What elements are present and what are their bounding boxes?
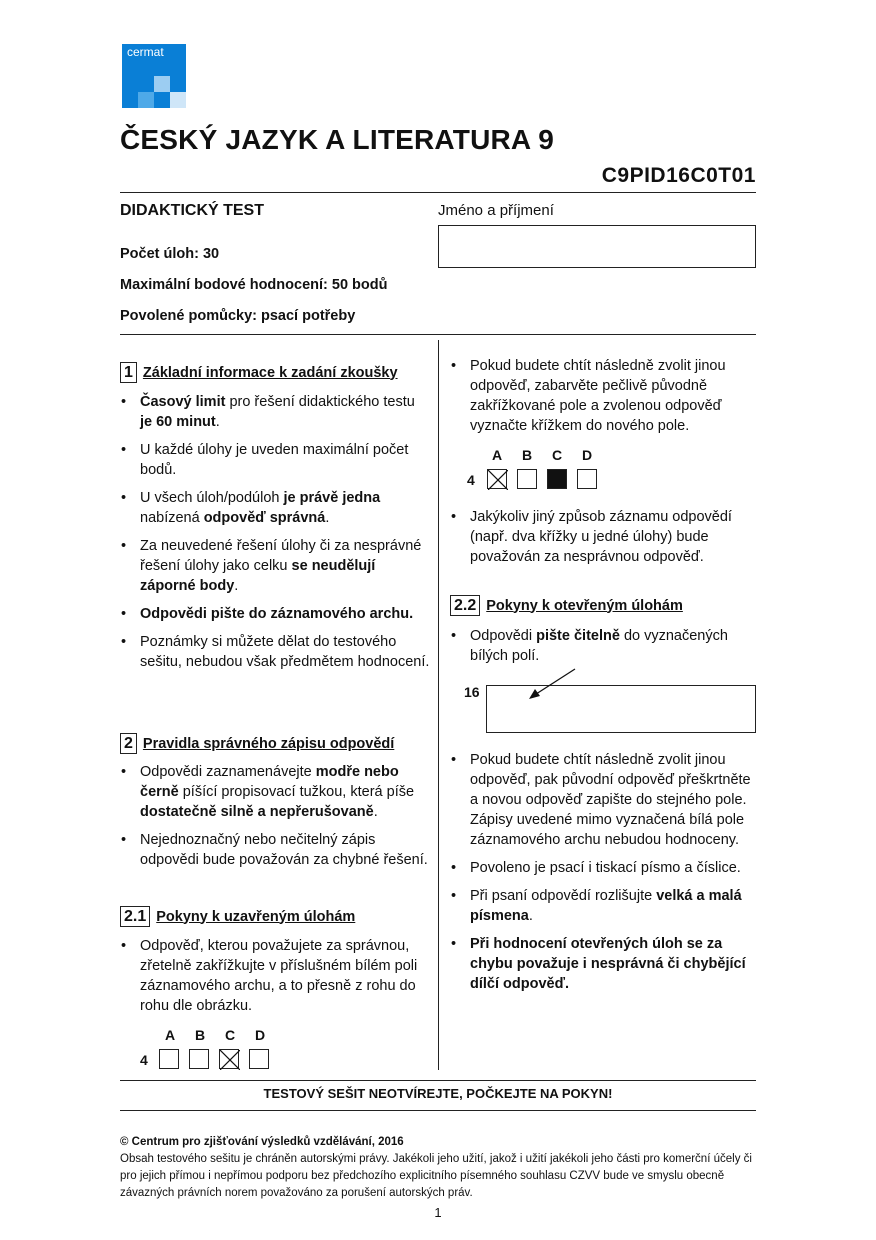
list-item: • U každé úlohy je uveden maximální počet bodů. bbox=[120, 440, 430, 480]
section-title: Základní informace k zadání zkoušky bbox=[142, 364, 398, 381]
example-row-number: 4 bbox=[140, 1052, 148, 1068]
header-divider bbox=[120, 192, 756, 193]
list-item: • Při psaní odpovědí rozlišujte velká a malá písmena. bbox=[450, 886, 760, 926]
copyright-heading: © Centrum pro zjišťování výsledků vzdělávání, 2016 bbox=[120, 1136, 404, 1148]
copyright-text: Obsah testového sešitu je chráněn autorskými právy. Jakékoli jeho užití, jakož i užití jakékoli jeho části pro komerční účely či pro jejich přímou i nepřímou podporu bez předchozího explicitního písemného souhlasu CZVV bude ve smyslu obecně závazných právních norem považováno za porušení autorských práv. bbox=[120, 1153, 752, 1199]
answer-box-d bbox=[577, 469, 597, 489]
task-count: Počet úloh: 30 bbox=[120, 246, 220, 262]
section-title: Pokyny k otevřeným úlohám bbox=[486, 597, 683, 614]
option-letter: C bbox=[551, 447, 563, 463]
section-number: 1 bbox=[120, 362, 137, 383]
option-letter: D bbox=[254, 1027, 266, 1043]
list-item: • Odpovědi pište čitelně do vyznačených bílých polí. bbox=[450, 626, 760, 666]
section-2-2-list bbox=[450, 750, 760, 1002]
section-1-list bbox=[120, 392, 430, 680]
test-type: DIDAKTICKÝ TEST bbox=[120, 202, 264, 219]
page-title: ČESKÝ JAZYK A LITERATURA 9 bbox=[120, 124, 555, 155]
list-item: • Časový limit pro řešení didaktického testu je 60 minut. bbox=[120, 392, 430, 432]
list-item: • Za neuvedené řešení úlohy či za nesprávné řešení úlohy jako celku se neudělují záporné body. bbox=[120, 536, 430, 596]
option-letter: B bbox=[521, 447, 533, 463]
list-item: • Odpovědi zaznamenávejte modře nebo černě píšící propisovací tužkou, která píše dostatečně silně a nepřerušovaně. bbox=[120, 762, 432, 822]
option-letter: B bbox=[194, 1027, 206, 1043]
right-column-list-top bbox=[450, 356, 760, 444]
list-item: • Nejednoznačný nebo nečitelný zápis odpovědi bude považován za chybné řešení. bbox=[120, 830, 432, 870]
list-item: • Pokud budete chtít následně zvolit jinou odpověď, pak původní odpověď přeškrtněte a novou odpověď zapište do stejného pole. Zápisy uvedené mimo vyznačená bílá pole záznamového archu nebudou hodnoceny. bbox=[450, 750, 760, 850]
example-row-number: 4 bbox=[467, 472, 475, 488]
answer-box-a-crossed bbox=[487, 469, 507, 489]
answer-label: 16 bbox=[464, 684, 480, 700]
arrow-icon bbox=[525, 666, 580, 702]
answer-box-d bbox=[249, 1049, 269, 1069]
allowed-aids: Povolené pomůcky: psací potřeby bbox=[120, 308, 356, 324]
logo-text: cermat bbox=[127, 45, 164, 59]
name-field[interactable] bbox=[438, 225, 756, 268]
cross-mark-icon bbox=[488, 470, 508, 490]
section-2-1-heading bbox=[120, 906, 355, 927]
column-divider bbox=[438, 340, 439, 1070]
option-letter: A bbox=[164, 1027, 176, 1043]
option-letter: C bbox=[224, 1027, 236, 1043]
section-number: 2.1 bbox=[120, 906, 150, 927]
section-title: Pokyny k uzavřeným úlohám bbox=[156, 908, 356, 925]
name-label: Jméno a příjmení bbox=[438, 202, 554, 219]
list-item: • Odpovědi pište do záznamového archu. bbox=[120, 604, 430, 624]
copyright-block bbox=[120, 1134, 760, 1202]
section-1-heading bbox=[120, 362, 398, 383]
answer-box-b bbox=[517, 469, 537, 489]
section-2-list bbox=[120, 762, 432, 878]
section-title: Pravidla správného zápisu odpovědí bbox=[142, 735, 395, 752]
meta-divider bbox=[120, 334, 756, 335]
answer-box-c-crossed bbox=[219, 1049, 239, 1069]
option-letter: D bbox=[581, 447, 593, 463]
notice-bottom-divider bbox=[120, 1110, 756, 1111]
section-2-2-list-top bbox=[450, 626, 760, 674]
test-code: C9PID16C0T01 bbox=[601, 164, 756, 187]
cermat-logo bbox=[122, 44, 186, 108]
notice-text: TESTOVÝ SEŠIT NEOTVÍREJTE, POČKEJTE NA POKYN! bbox=[263, 1086, 613, 1101]
list-item: • Při hodnocení otevřených úloh se za chybu považuje i nesprávná či chybějící dílčí odpověď. bbox=[450, 934, 760, 994]
section-number: 2 bbox=[120, 733, 137, 754]
list-item: • U všech úloh/podúloh je právě jedna nabízená odpověď správná. bbox=[120, 488, 430, 528]
list-item: • Pokud budete chtít následně zvolit jinou odpověď, zabarvěte pečlivě původně zakřížkované pole a zvolenou odpověď vyznačte křížkem do nového pole. bbox=[450, 356, 760, 436]
section-2-heading bbox=[120, 733, 394, 754]
answer-box-a bbox=[159, 1049, 179, 1069]
section-2-2-heading bbox=[450, 595, 683, 616]
answer-box-c-filled bbox=[547, 469, 567, 489]
option-letter: A bbox=[491, 447, 503, 463]
list-item: • Poznámky si můžete dělat do testového sešitu, nebudou však předmětem hodnocení. bbox=[120, 632, 430, 672]
list-item: • Jakýkoliv jiný způsob záznamu odpovědí (např. dva křížky u jedné úlohy) bude považován za nesprávnou odpověď. bbox=[450, 507, 760, 567]
section-number: 2.2 bbox=[450, 595, 480, 616]
answer-box-b bbox=[189, 1049, 209, 1069]
cross-mark-icon bbox=[220, 1050, 240, 1070]
notice-top-divider bbox=[120, 1080, 756, 1081]
right-column-list-mid bbox=[450, 507, 760, 575]
max-points: Maximální bodové hodnocení: 50 bodů bbox=[120, 277, 388, 293]
section-2-1-list bbox=[120, 936, 432, 1024]
page-number: 1 bbox=[434, 1205, 442, 1220]
list-item: • Odpověď, kterou považujete za správnou, zřetelně zakřížkujte v příslušném bílém poli záznamového archu, a to přesně z rohu do rohu dle obrázku. bbox=[120, 936, 432, 1016]
list-item: • Povoleno je psací i tiskací písmo a číslice. bbox=[450, 858, 760, 878]
